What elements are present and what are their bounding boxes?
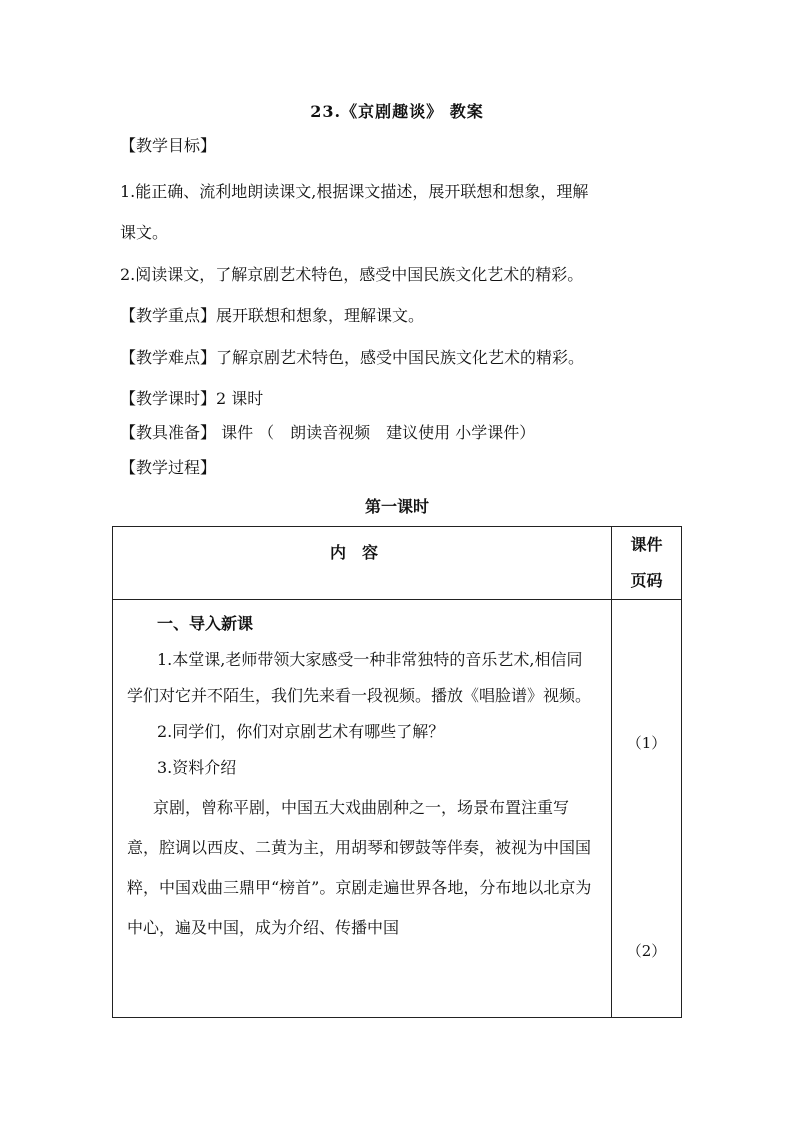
objectives-heading: 【教学目标】 <box>120 136 217 155</box>
content-cell <box>113 600 612 1018</box>
header-page-line1: 课件 <box>630 535 663 554</box>
key-points: 【教学重点】展开联想和想象，理解课文。 <box>120 306 425 325</box>
difficulties: 【教学难点】了解京剧艺术特色，感受中国民族文化艺术的精彩。 <box>120 348 585 367</box>
lesson-title: 第一课时 <box>364 497 429 516</box>
header-page-line2: 页码 <box>630 571 663 590</box>
objective-1-line1: 1.能正确、流利地朗读课文,根据课文描述，展开联想和想象，理解 <box>120 182 589 201</box>
page-ref-cell <box>612 600 682 1018</box>
header-page-cell <box>612 527 682 600</box>
objective-2: 2.阅读课文，了解京剧艺术特色，感受中国民族文化艺术的精彩。 <box>120 265 584 284</box>
content-item-1: 1.本堂课,老师带领大家感受一种非常独特的音乐艺术,相信同学们对它并不陌生，我们先来看一段视频。播放《唱脸谱》视频。 <box>127 650 592 705</box>
content-item-2: 2.同学们，你们对京剧艺术有哪些了解？ <box>157 722 445 741</box>
objective-1-line2: 课文。 <box>120 223 169 242</box>
teaching-materials: 【教具准备】 课件 （ 朗读音视频 建议使用 小学课件） <box>120 423 536 442</box>
header-content-cell <box>113 527 612 600</box>
lesson-table <box>112 526 682 1018</box>
header-content-label: 内容 <box>329 543 394 562</box>
teaching-hours: 【教学课时】2 课时 <box>120 389 264 408</box>
document-title: 23.《京剧趣谈》 教案 <box>310 102 484 121</box>
page-ref-2: （2） <box>626 942 667 960</box>
content-item-3: 3.资料介绍 <box>157 758 237 777</box>
process-heading: 【教学过程】 <box>120 458 217 477</box>
page-ref-1: （1） <box>626 734 667 752</box>
info-paragraph: 京剧，曾称平剧，中国五大戏曲剧种之一，场景布置注重写意，腔调以西皮、二黄为主，用胡琴和锣鼓等伴奏，被视为中国国粹，中国戏曲三鼎甲“榜首”。京剧走遍世界各地，分布地以北京为中心，遍及中国，成为介绍、传播中国 <box>127 798 592 937</box>
section-title: 一、导入新课 <box>157 614 254 633</box>
